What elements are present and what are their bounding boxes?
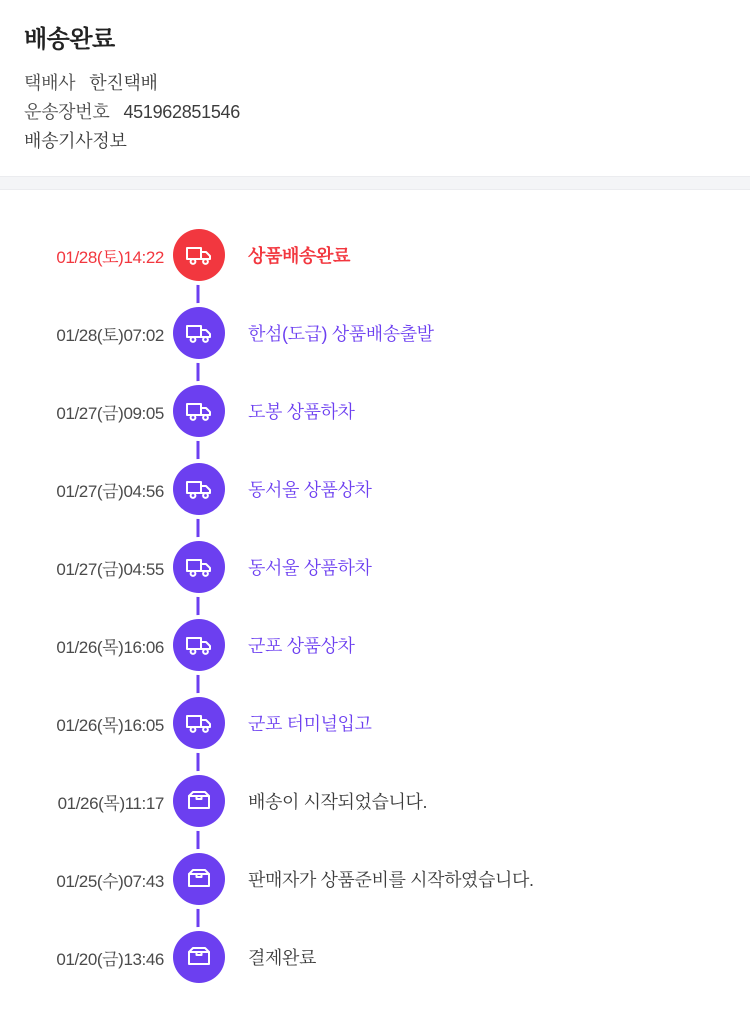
timeline-row xyxy=(0,918,750,996)
timeline-time: 01/26(목)11:17 xyxy=(57,793,164,813)
timeline-time: 01/28(토)07:02 xyxy=(56,325,164,345)
box-icon xyxy=(173,853,225,905)
timeline-marker xyxy=(172,463,226,515)
section-divider xyxy=(0,176,750,190)
timeline-row xyxy=(0,762,750,840)
timeline-marker xyxy=(172,541,226,593)
timeline-row xyxy=(0,684,750,762)
carrier-label: 택배사 xyxy=(24,72,76,93)
timeline-time: 01/27(금)09:05 xyxy=(56,403,164,423)
delivery-timeline xyxy=(0,190,750,1016)
timeline-label: 한섬(도급) 상품배송출발 xyxy=(248,324,434,345)
timeline-marker xyxy=(172,853,226,905)
timeline-row xyxy=(0,840,750,918)
timeline-label: 결제완료 xyxy=(248,948,316,969)
timeline-marker xyxy=(172,931,226,983)
timeline-time: 01/27(금)04:56 xyxy=(56,481,164,501)
truck-icon xyxy=(173,463,225,515)
timeline-row xyxy=(0,216,750,294)
truck-icon xyxy=(173,697,225,749)
truck-icon xyxy=(173,229,225,281)
tracking-number-value: 451962851546 xyxy=(123,101,240,122)
timeline-row xyxy=(0,294,750,372)
delivery-header xyxy=(0,0,750,176)
timeline-time: 01/27(금)04:55 xyxy=(56,559,164,579)
timeline-time: 01/20(금)13:46 xyxy=(56,949,164,969)
timeline-row xyxy=(0,528,750,606)
timeline-row xyxy=(0,606,750,684)
box-icon xyxy=(173,775,225,827)
carrier-value: 한진택배 xyxy=(89,72,158,93)
truck-icon xyxy=(173,385,225,437)
timeline-row xyxy=(0,372,750,450)
timeline-time: 01/28(토)14:22 xyxy=(56,247,164,267)
timeline-time: 01/25(수)07:43 xyxy=(56,871,164,891)
timeline-label: 상품배송완료 xyxy=(248,246,350,267)
truck-icon xyxy=(173,541,225,593)
box-icon xyxy=(173,931,225,983)
timeline-label: 동서울 상품상차 xyxy=(248,480,372,501)
timeline-marker xyxy=(172,385,226,437)
timeline-marker xyxy=(172,229,226,281)
timeline-time: 01/26(목)16:06 xyxy=(56,637,164,657)
timeline-label: 판매자가 상품준비를 시작하였습니다. xyxy=(248,870,534,891)
truck-icon xyxy=(173,619,225,671)
timeline-label: 군포 상품상차 xyxy=(248,636,355,657)
tracking-number-row xyxy=(24,98,726,127)
truck-icon xyxy=(173,307,225,359)
timeline-marker xyxy=(172,307,226,359)
driver-info-label[interactable]: 배송기사정보 xyxy=(24,131,127,152)
timeline-marker xyxy=(172,697,226,749)
timeline-label: 동서울 상품하차 xyxy=(248,558,372,579)
timeline-label: 도봉 상품하차 xyxy=(248,402,355,423)
timeline-row xyxy=(0,450,750,528)
timeline-marker xyxy=(172,775,226,827)
timeline-time: 01/26(목)16:05 xyxy=(56,715,164,735)
tracking-number-label: 운송장번호 xyxy=(24,101,110,122)
timeline-marker xyxy=(172,619,226,671)
carrier-row xyxy=(24,69,726,98)
timeline-label: 군포 터미널입고 xyxy=(248,714,372,735)
timeline-label: 배송이 시작되었습니다. xyxy=(248,792,428,813)
page-title: 배송완료 xyxy=(24,26,115,53)
